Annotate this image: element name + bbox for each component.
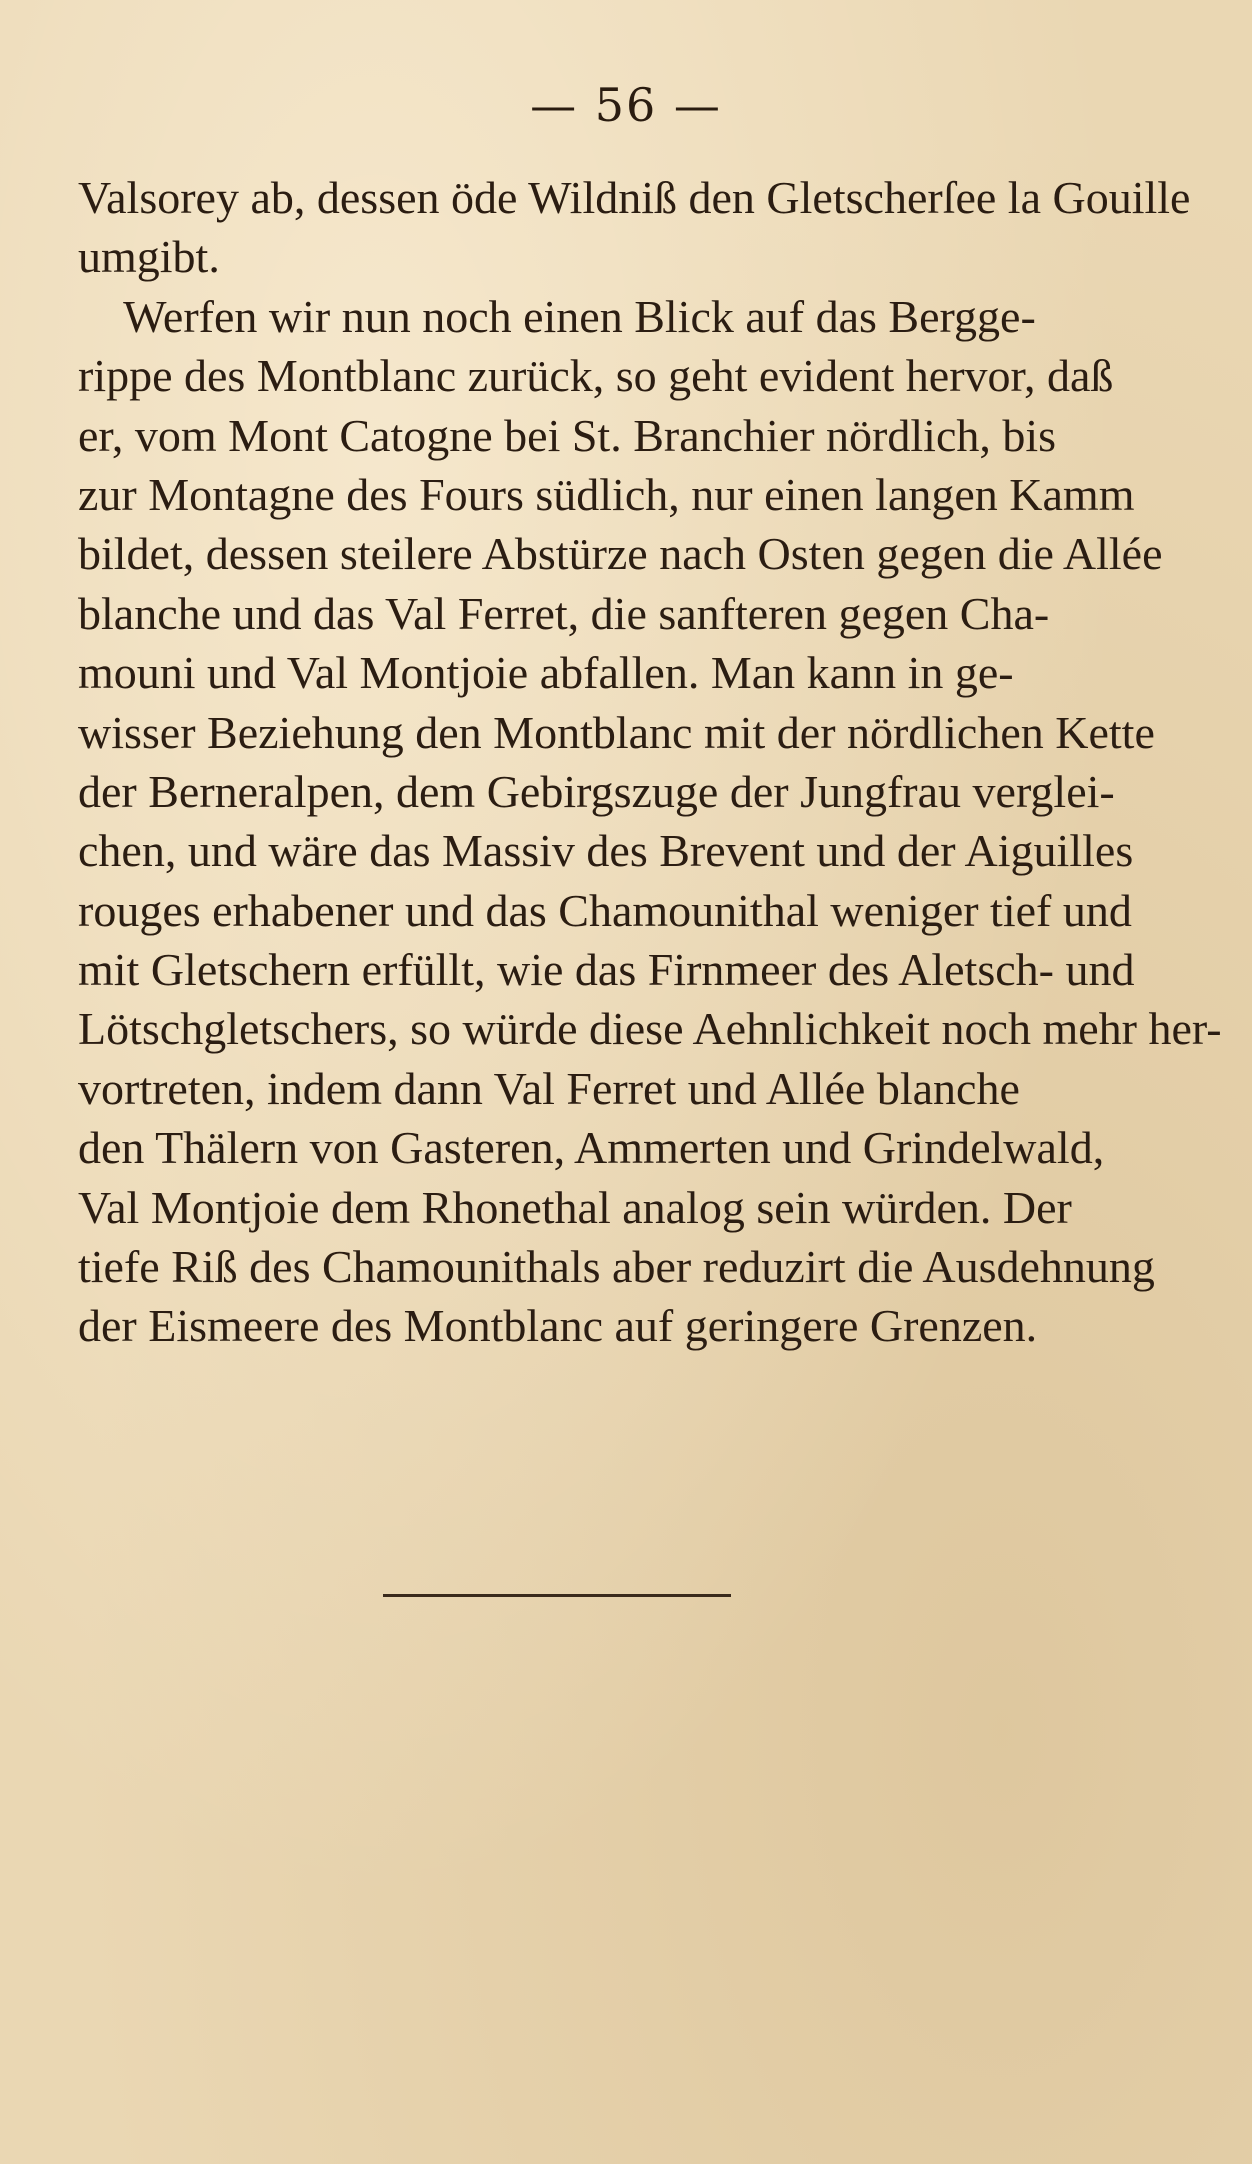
text-line: der Berneralpen, dem Gebirgszuge der Jungfrau verglei- (78, 765, 1115, 817)
text-line: der Eismeere des Montblanc auf geringere Grenzen. (78, 1300, 1038, 1352)
text-line: er, vom Mont Catogne bei St. Branchier nördlich, bis (78, 409, 1057, 461)
text-line: Valsorey ab, dessen öde Wildniß den Gletscherſee la Gouille (78, 172, 1191, 223)
text-line: Werfen wir nun noch einen Blick auf das Bergge- (78, 290, 1036, 342)
text-line: blanche und das Val Ferret, die sanfteren gegen Cha- (78, 587, 1050, 639)
text-line: vortreten, indem dann Val Ferret und Allée blanche (78, 1062, 1020, 1114)
section-end-rule (383, 1594, 731, 1597)
text-line: umgibt. (78, 231, 220, 283)
text-line: mit Gletschern erfüllt, wie das Firnmeer des Aletsch- und (78, 944, 1135, 996)
text-line: tiefe Riß des Chamounithals aber reduzirt die Ausdehnung (78, 1241, 1155, 1293)
body-text (78, 168, 1238, 1356)
page-number: — 56 — (530, 78, 722, 132)
text-line: Val Montjoie dem Rhonethal analog sein würden. Der (78, 1181, 1072, 1233)
text-line: mouni und Val Montjoie abfallen. Man kann in ge- (78, 647, 1014, 699)
text-line: bildet, dessen steilere Abstürze nach Osten gegen die Allée (78, 528, 1163, 580)
text-line: Lötschgletschers, so würde diese Aehnlichkeit noch mehr her- (78, 1003, 1222, 1055)
text-line: rippe des Montblanc zurück, so geht evident hervor, daß (78, 350, 1114, 402)
text-line: rouges erhabener und das Chamounithal weniger tief und (78, 884, 1132, 936)
text-line: wisser Beziehung den Montblanc mit der nördlichen Kette (78, 706, 1155, 758)
text-line: den Thälern von Gasteren, Ammerten und Grindelwald, (78, 1122, 1105, 1174)
text-line: zur Montagne des Fours südlich, nur einen langen Kamm (78, 468, 1135, 520)
text-line: chen, und wäre das Massiv des Brevent und der Aiguilles (78, 825, 1134, 877)
